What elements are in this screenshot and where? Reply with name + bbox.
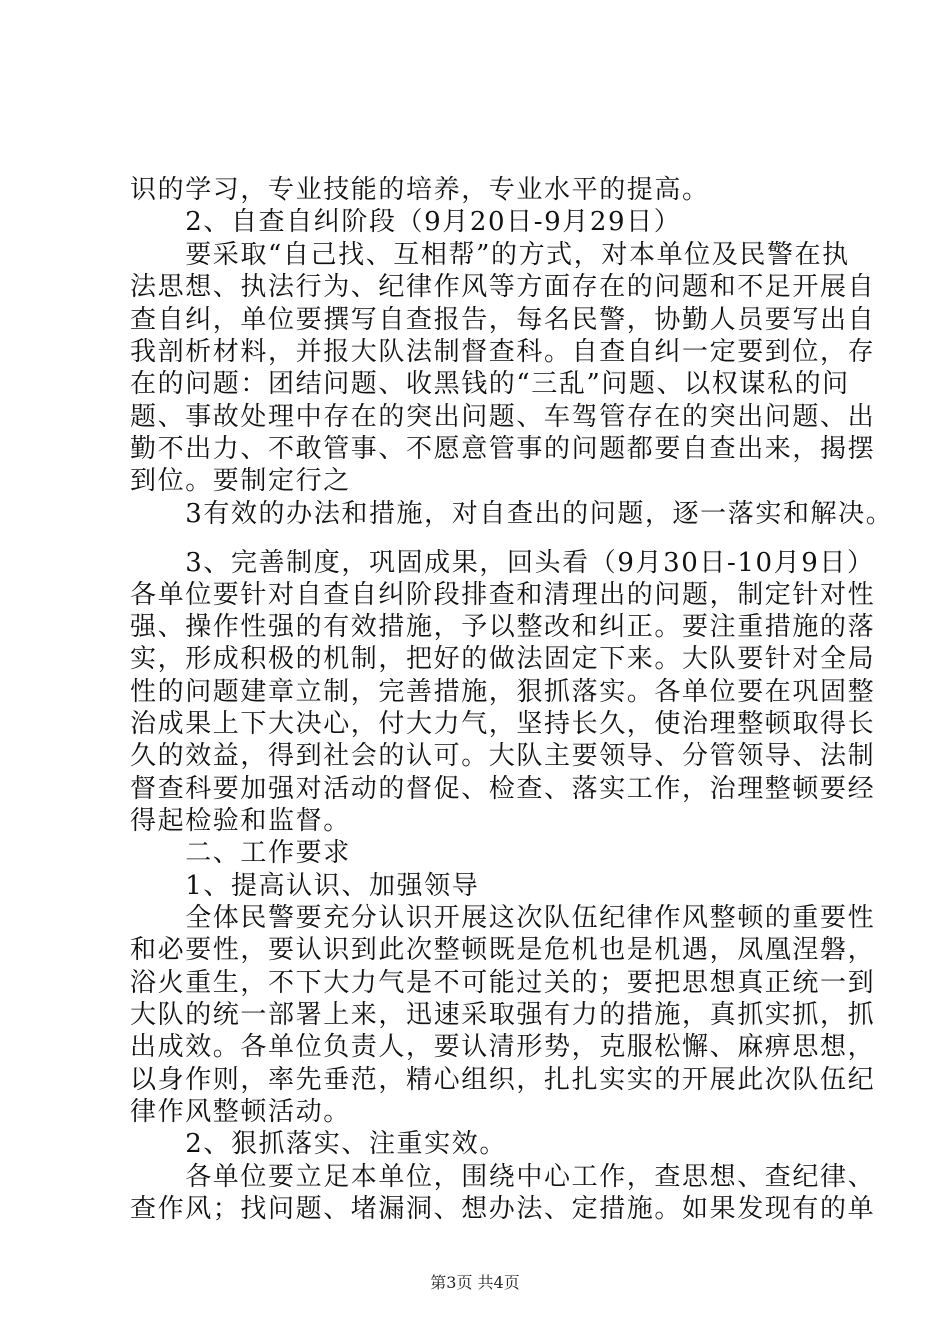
body-text-line: 浴火重生，不下大力气是不可能过关的；要把思想真正统一到 [130, 968, 876, 998]
body-text-line: 全体民警要充分认识开展这次队伍纪律作风整顿的重要性 [130, 903, 876, 933]
body-text-line: 得起检验和监督。 [130, 806, 351, 836]
body-text-line: 各单位要立足本单位，围绕中心工作，查思想、查纪律、 [130, 1162, 876, 1192]
body-text-line: 和必要性，要认识到此次整顿既是危机也是机遇，凤凰涅磐， [130, 935, 876, 965]
body-text-line: 查自纠，单位要撰写自查报告，每名民警，协勤人员要写出自 [130, 305, 876, 335]
body-text-line: 在的问题：团结问题、收黑钱的“三乱”问题、以权谋私的问 [130, 369, 850, 399]
body-text-line: 要采取“自己找、互相帮”的方式，对本单位及民警在执 [130, 240, 850, 270]
section-heading-improve-system: 3、完善制度，巩固成果，回头看（9月30日-10月9日） [130, 548, 875, 578]
body-text-line: 实，形成积极的机制，把好的做法固定下来。大队要针对全局 [130, 644, 876, 674]
body-text-line: 督查科要加强对活动的督促、检查、落实工作，治理整顿要经 [130, 774, 876, 804]
body-text-line: 出成效。各单位负责人，要认清形势，克服松懈、麻痹思想， [130, 1032, 876, 1062]
body-text-line: 以身作则，率先垂范，精心组织，扎扎实实的开展此次队伍纪 [130, 1065, 876, 1095]
body-text-line: 识的学习，专业技能的培养，专业水平的提高。 [130, 175, 710, 205]
body-text-line: 我剖析材料，并报大队法制督查科。自查自纠一定要到位，存 [130, 337, 876, 367]
section-heading-work-requirements: 二、工作要求 [130, 838, 351, 868]
section-heading-self-check: 2、自查自纠阶段（9月20日-9月29日） [130, 207, 682, 237]
body-text-line: 各单位要针对自查自纠阶段排查和清理出的问题，制定针对性 [130, 580, 876, 610]
body-text-line: 题、事故处理中存在的突出问题、车驾管存在的突出问题、出 [130, 402, 876, 432]
page-number-footer: 第3页 共4页 [430, 1273, 520, 1292]
body-text-line: 勤不出力、不敢管事、不愿意管事的问题都要自查出来，揭摆 [130, 434, 876, 464]
body-text-line: 强、操作性强的有效措施，予以整改和纠正。要注重措施的落 [130, 612, 876, 642]
body-text-line: 法思想、执法行为、纪律作风等方面存在的问题和不足开展自 [130, 272, 876, 302]
body-text-line: 久的效益，得到社会的认可。大队主要领导、分管领导、法制 [130, 741, 876, 771]
body-text-line: 律作风整顿活动。 [130, 1097, 351, 1127]
subsection-heading-awareness: 1、提高认识、加强领导 [130, 871, 480, 901]
body-text-line: 大队的统一部署上来，迅速采取强有力的措施，真抓实抓，抓 [130, 1000, 876, 1030]
subsection-heading-implementation: 2、狠抓落实、注重实效。 [130, 1129, 507, 1159]
body-text-line: 3有效的办法和措施，对自查出的问题，逐一落实和解决。 [130, 499, 894, 529]
body-text-line: 治成果上下大决心，付大力气，坚持长久，使治理整顿取得长 [130, 709, 876, 739]
body-text-line: 到位。要制定行之 [130, 466, 351, 496]
body-text-line: 查作风；找问题、堵漏洞、想办法、定措施。如果发现有的单 [130, 1194, 876, 1224]
body-text-line: 性的问题建章立制，完善措施，狠抓落实。各单位要在巩固整 [130, 677, 876, 707]
